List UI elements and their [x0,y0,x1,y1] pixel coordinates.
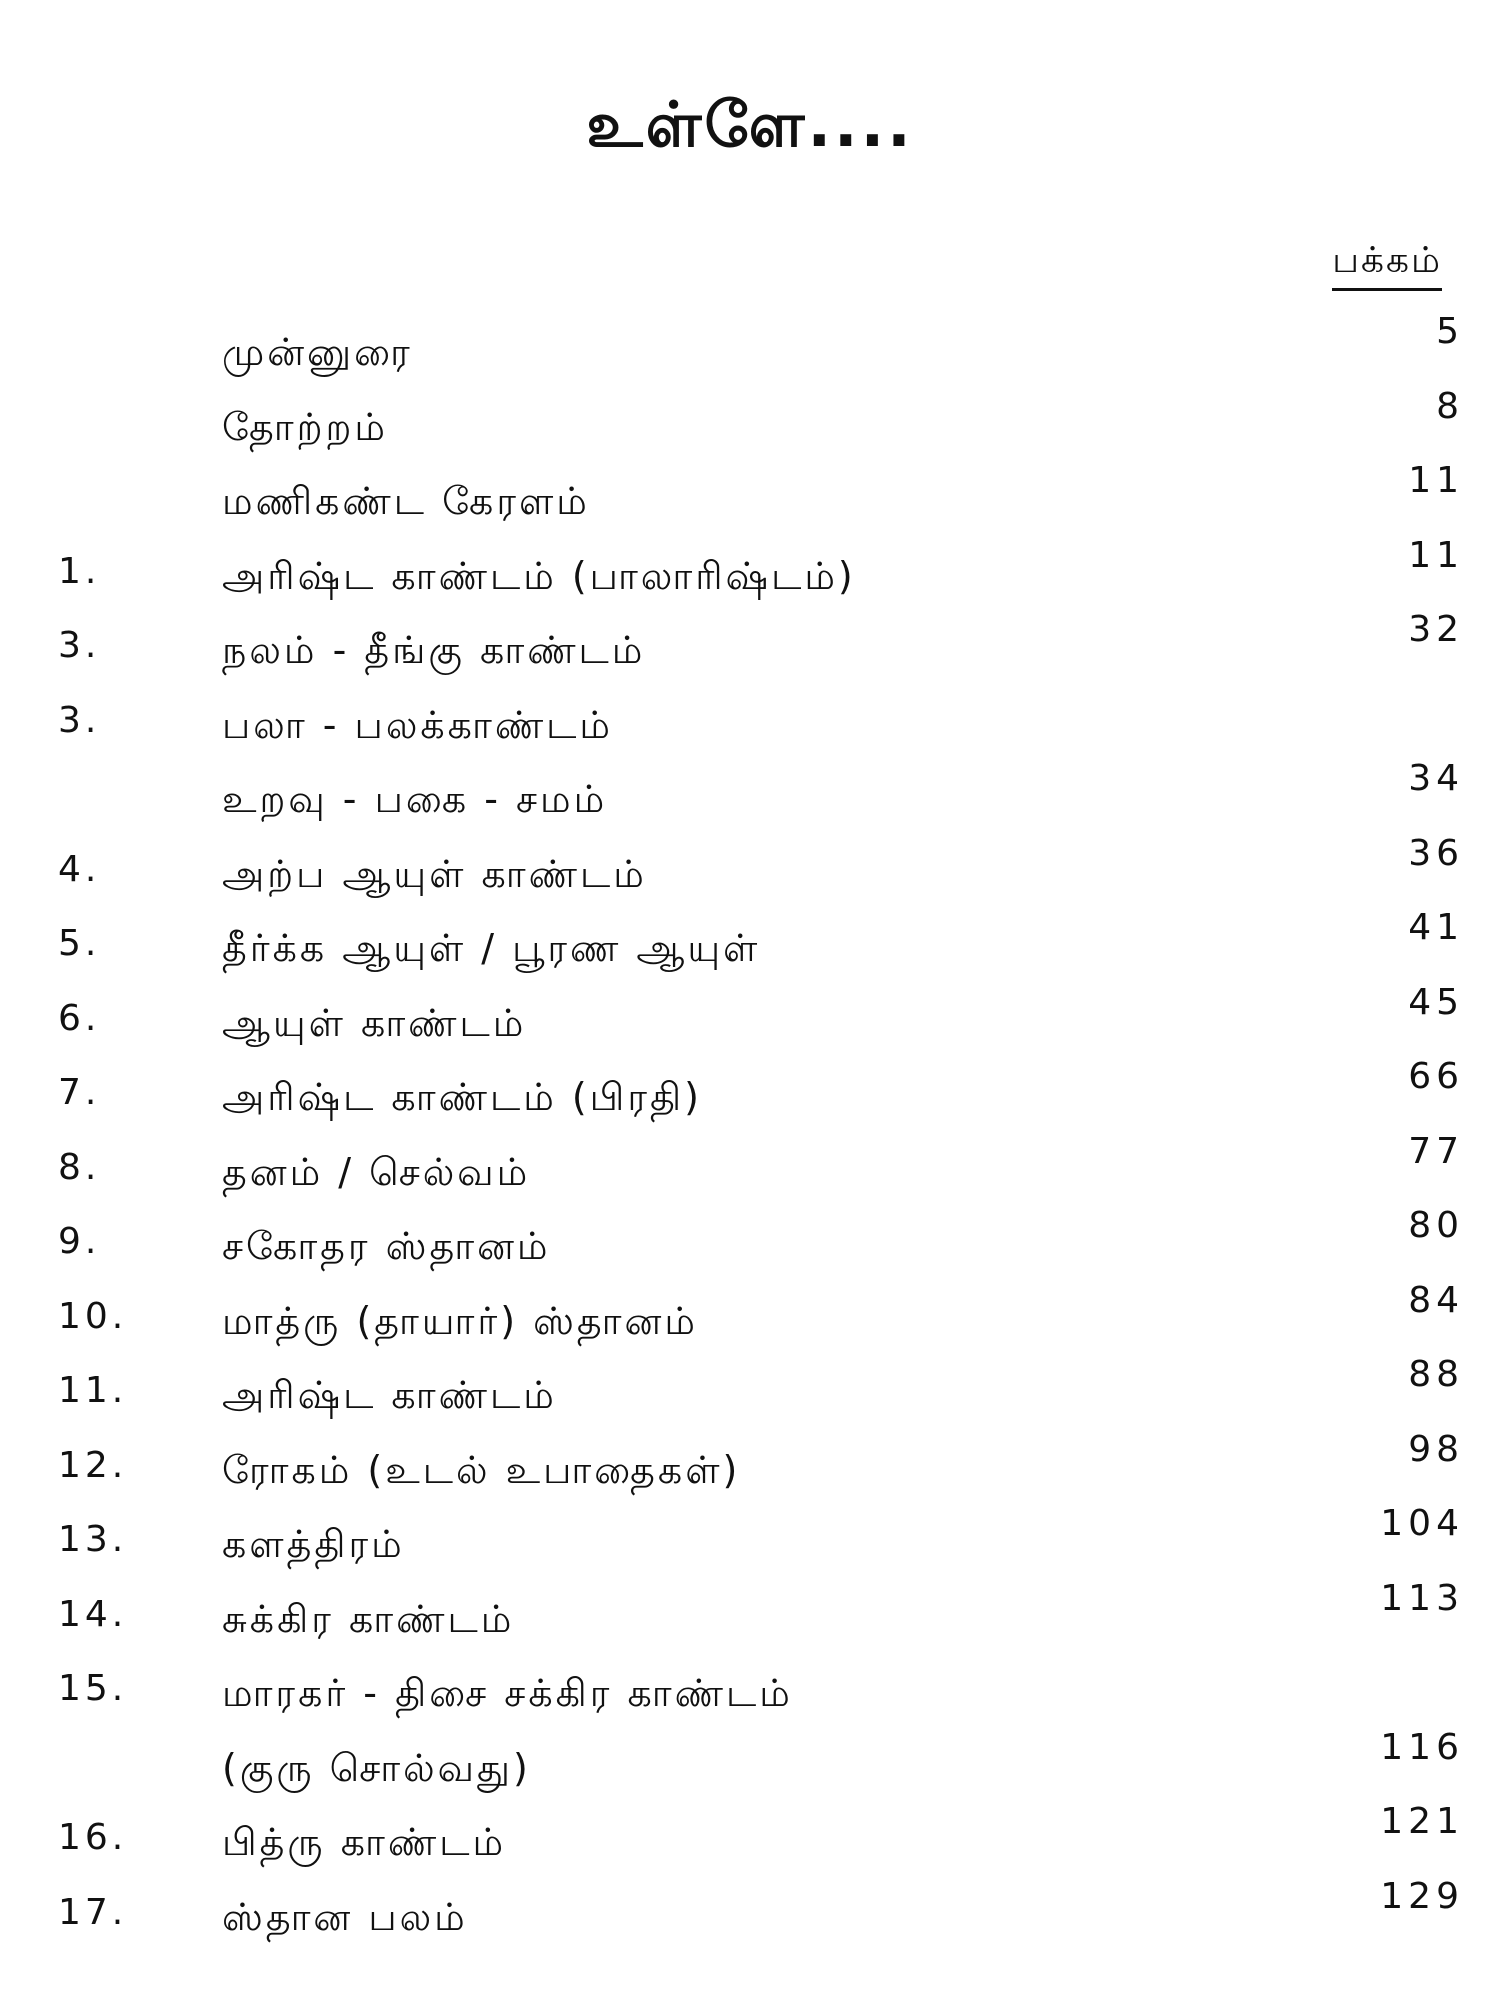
toc-row [0,1056,1500,1138]
entry-title: ஸ்தான பலம் [222,1894,468,1939]
entry-title: சகோதர ஸ்தானம் [222,1224,551,1268]
entry-page: 32 [1408,609,1464,650]
toc-row [0,1875,1500,1958]
toc-row [0,534,1500,617]
entry-title: பித்ரு காண்டம் [222,1820,507,1864]
toc-row [0,691,1500,766]
toc-row [0,1428,1500,1511]
entry-title: தனம் / செல்வம் [222,1149,531,1194]
entry-page: 77 [1408,1130,1464,1172]
entry-number: 6. [58,997,101,1039]
toc-row [0,1726,1500,1809]
entry-number: 10. [58,1295,128,1337]
entry-number: 14. [58,1593,128,1635]
entry-title: தீர்க்க ஆயுள் / பூரண ஆயுள் [222,926,761,970]
entry-number: 4. [58,848,101,890]
entry-page: 41 [1408,907,1464,948]
page-column-header: பக்கம் [1332,236,1442,291]
entry-page: 8 [1436,385,1464,427]
entry-number: 5. [58,923,101,964]
entry-number: 3. [58,625,101,666]
entry-title: அரிஷ்ட காண்டம் [222,1373,557,1417]
toc-row [0,832,1500,915]
toc-row [0,907,1500,989]
entry-page: 11 [1408,460,1464,501]
page-title: உள்ளே.... [586,88,914,161]
entry-title: அரிஷ்ட காண்டம் (பாலாரிஷ்டம்) [222,553,856,598]
toc-row [0,1205,1500,1287]
toc-row [0,460,1500,542]
entry-title: ஆயுள் காண்டம் [222,1000,527,1045]
entry-page: 11 [1408,534,1464,576]
entry-page: 80 [1408,1205,1464,1246]
entry-page: 129 [1380,1875,1464,1917]
entry-page: 34 [1408,758,1464,799]
entry-title: உறவு - பகை - சமம் [222,777,608,821]
entry-title: மணிகண்ட கேரளம் [222,479,590,523]
entry-page: 116 [1380,1726,1464,1768]
entry-number: 17. [58,1891,128,1933]
entry-title: சுக்கிர காண்டம் [222,1596,515,1641]
toc-row [0,1801,1500,1883]
toc-row [0,311,1500,393]
entry-page: 5 [1436,311,1464,352]
entry-page: 66 [1408,1056,1464,1097]
table-of-contents [0,311,1500,1957]
entry-title: அற்ப ஆயுள் காண்டம் [222,851,647,896]
entry-page: 113 [1380,1577,1464,1619]
toc-row [0,981,1500,1064]
toc-row [0,1130,1500,1213]
entry-number: 8. [58,1146,101,1188]
entry-page: 98 [1408,1428,1464,1470]
toc-row [0,385,1500,468]
entry-page: 88 [1408,1354,1464,1395]
entry-title: (குரு சொல்வது) [222,1745,531,1790]
entry-number: 16. [58,1817,128,1858]
entry-title: நலம் - தீங்கு காண்டம் [222,628,646,672]
entry-title: முன்னுரை [222,330,413,374]
entry-title: களத்திரம் [222,1522,405,1566]
entry-number: 9. [58,1221,101,1262]
entry-title: பலா - பலக்காண்டம் [222,702,614,747]
toc-row [0,1279,1500,1362]
toc-row [0,1354,1500,1436]
entry-number: 15. [58,1668,128,1709]
entry-page: 104 [1380,1503,1464,1544]
entry-page: 84 [1408,1279,1464,1321]
entry-page: 121 [1380,1801,1464,1842]
entry-number: 12. [58,1444,128,1486]
entry-title: மாரகர் - திசை சக்கிர காண்டம் [222,1671,793,1715]
toc-row [0,758,1500,840]
entry-page: 36 [1408,832,1464,874]
entry-title: அரிஷ்ட காண்டம் (பிரதி) [222,1075,702,1119]
toc-row [0,609,1500,691]
entry-number: 1. [58,550,101,592]
toc-row [0,1577,1500,1660]
toc-row [0,1659,1500,1734]
entry-title: ரோகம் (உடல் உபாதைகள்) [222,1447,741,1492]
entry-title: மாத்ரு (தாயார்) ஸ்தானம் [222,1298,698,1343]
entry-title: தோற்றம் [222,404,388,449]
toc-row [0,1503,1500,1585]
entry-number: 3. [58,699,101,741]
entry-number: 13. [58,1519,128,1560]
entry-page: 45 [1408,981,1464,1023]
entry-number: 7. [58,1072,101,1113]
entry-number: 11. [58,1370,128,1411]
